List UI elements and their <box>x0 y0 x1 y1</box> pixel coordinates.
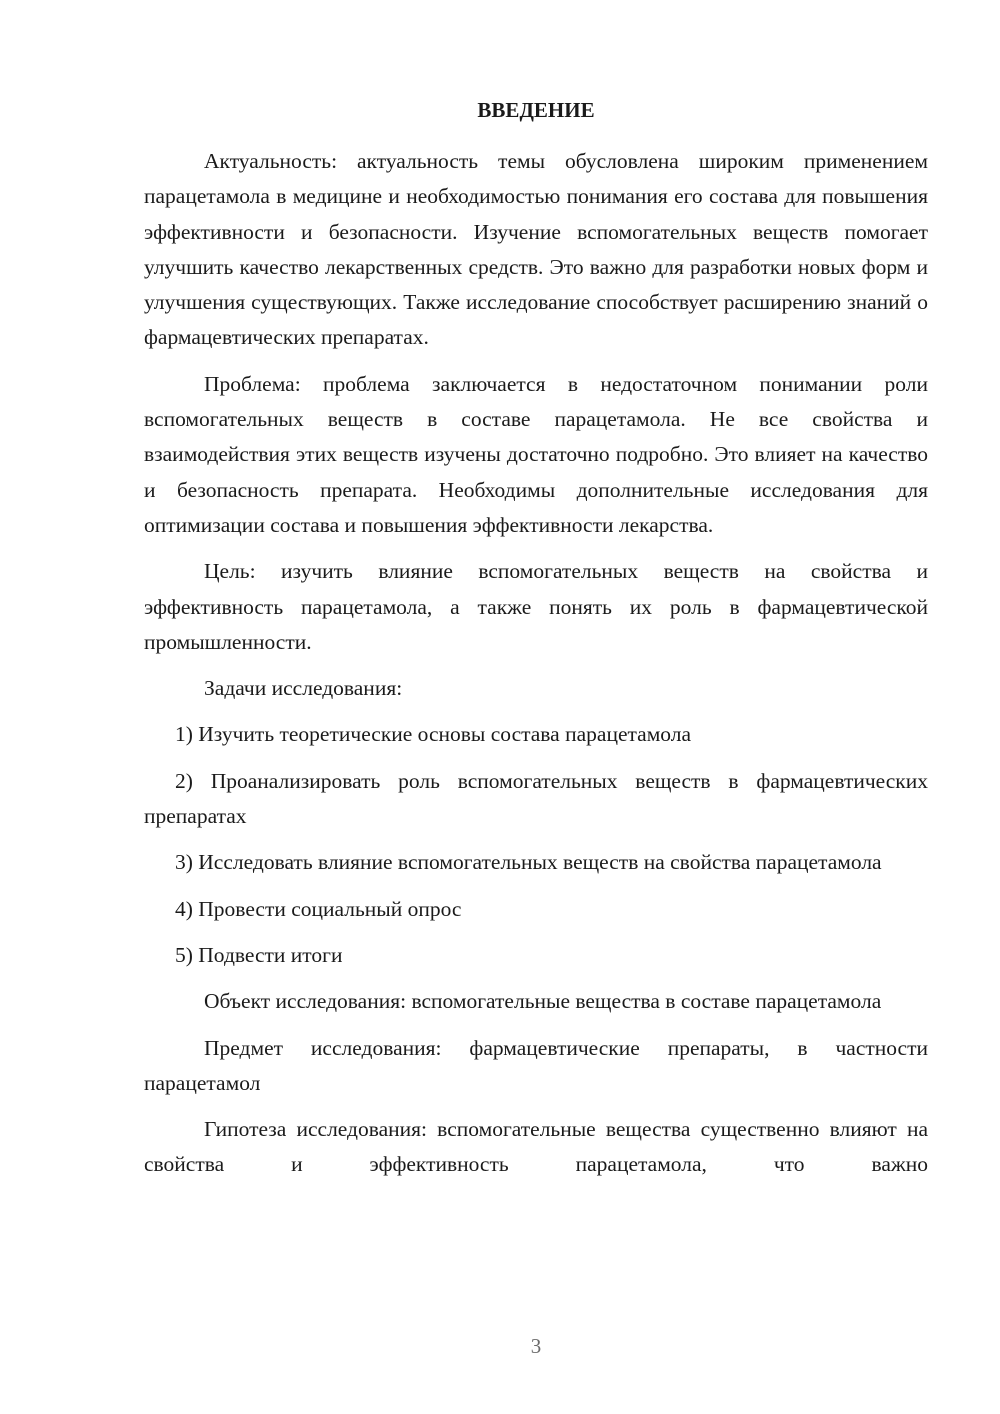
paragraph-problem: Проблема: проблема заключается в недостаточном понимании роли вспомогательных веществ в составе парацетамола. Не все свойства и взаимодействия этих веществ изучены достаточно подробно. Это влияет на качество и безопасность препарата. Необходимы дополнительные исследования для оптимизации состава и повышения эффективности лекарства. <box>144 371 928 537</box>
list-item-task-4: 4) Провести социальный опрос <box>175 896 462 921</box>
page-number: 3 <box>530 1334 542 1358</box>
list-item-task-1: 1) Изучить теоретические основы состава парацетамола <box>175 722 692 747</box>
page-content <box>144 96 928 1194</box>
paragraph-subject: Предмет исследования: фармацевтические препараты, в частности парацетамол <box>144 1035 928 1095</box>
paragraph-hypothesis: Гипотеза исследования: вспомогательные вещества существенно влияют на свойства и эффективность парацетамола, что важно <box>144 1117 928 1177</box>
list-item-task-2: 2) Проанализировать роль вспомогательных веществ в фармацевтических препаратах <box>144 768 928 829</box>
list-item-task-5: 5) Подвести итоги <box>175 942 343 967</box>
paragraph-object: Объект исследования: вспомогательные вещества в составе парацетамола <box>204 989 882 1014</box>
section-title: ВВЕДЕНИЕ <box>477 98 595 122</box>
list-item-task-3: 3) Исследовать влияние вспомогательных веществ на свойства парацетамола <box>175 850 882 875</box>
paragraph-tasks-heading: Задачи исследования: <box>204 676 403 701</box>
paragraph-goal: Цель: изучить влияние вспомогательных веществ на свойства и эффективность парацетамола, а также понять их роль в фармацевтической промышленности. <box>144 559 928 654</box>
paragraph-relevance: Актуальность: актуальность темы обусловлена широким применением парацетамола в медицине и необходимостью понимания его состава для повышения эффективности и безопасности. Изучение вспомогательных веществ помогает улучшить качество лекарственных средств. Это важно для разработки новых форм и улучшения существующих. Также исследование способствует расширению знаний о фармацевтических препаратах. <box>144 149 928 350</box>
